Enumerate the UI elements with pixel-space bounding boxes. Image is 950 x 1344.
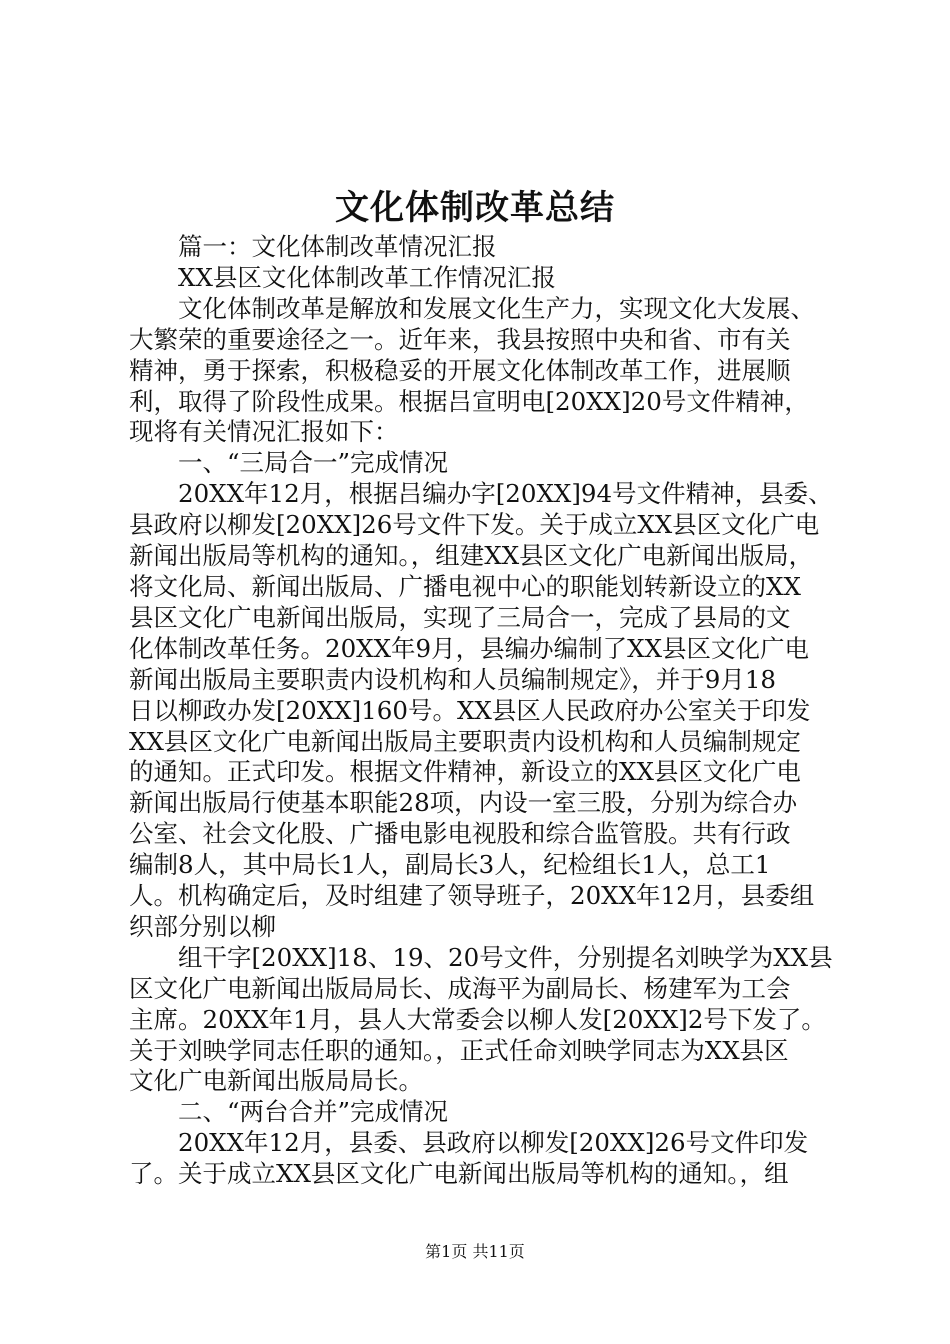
body-line: 区文化广电新闻出版局局长、成海平为副局长、杨建军为工会 xyxy=(129,973,791,1003)
body-line: 篇一：文化体制改革情况汇报 xyxy=(129,232,497,261)
body-line: 大繁荣的重要途径之一。近年来，我县按照中央和省、市有关 xyxy=(129,324,791,354)
body-line: 编制8人，其中局长1人，副局长3人，纪检组长1人，总工1 xyxy=(129,850,771,880)
body-line: 化体制改革任务。20XX年9月，县编办编制了XX县区文化广电 xyxy=(129,633,810,663)
body-line: 主席。20XX年1月，县人大常委会以柳人发[20XX]2号下发了。 xyxy=(129,1004,826,1034)
body-line: 日以柳政办发[20XX]160号。XX县区人民政府办公室关于印发 xyxy=(129,695,811,725)
document-body xyxy=(129,232,853,1190)
body-line: 将文化局、新闻出版局、广播电视中心的职能划转新设立的XX xyxy=(129,571,801,601)
page-footer: 第1页 共11页 xyxy=(425,1242,525,1261)
body-line: 利，取得了阶段性成果。根据吕宣明电[20XX]20号文件精神， xyxy=(129,386,809,416)
section-heading: 二、“两台合并”完成情况 xyxy=(129,1097,449,1127)
section-heading: 一、“三局合一”完成情况 xyxy=(129,448,449,478)
body-line: XX县区文化体制改革工作情况汇报 xyxy=(129,262,556,292)
body-line: 公室、社会文化股、广播电影电视股和综合监管股。共有行政 xyxy=(129,819,791,849)
body-line: XX县区文化广电新闻出版局主要职责内设机构和人员编制规定 xyxy=(129,726,801,756)
body-line: 文化体制改革是解放和发展文化生产力，实现文化大发展、 xyxy=(129,293,815,323)
body-line: 精神，勇于探索，积极稳妥的开展文化体制改革工作，进展顺 xyxy=(129,355,791,385)
body-line: 的通知。正式印发。根据文件精神，新设立的XX县区文化广电 xyxy=(129,757,801,787)
body-line: 文化广电新闻出版局局长。 xyxy=(129,1066,423,1096)
document-title: 文化体制改革总结 xyxy=(335,188,615,228)
body-line: 新闻出版局主要职责内设机构和人员编制规定》，并于9月18 xyxy=(129,664,777,694)
body-line: 组干字[20XX]18、19、20号文件，分别提名刘映学为XX县 xyxy=(129,942,833,972)
body-line: 县政府以柳发[20XX]26号文件下发。关于成立XX县区文化广电 xyxy=(129,510,820,540)
body-line: 关于刘映学同志任职的通知。，正式任命刘映学同志为XX县区 xyxy=(129,1035,789,1065)
body-line: 了。关于成立XX县区文化广电新闻出版局等机构的通知。，组 xyxy=(129,1159,789,1189)
body-line: 县区文化广电新闻出版局，实现了三局合一，完成了县局的文 xyxy=(129,602,791,632)
body-line: 现将有关情况汇报如下： xyxy=(129,417,399,447)
body-line: 新闻出版局等机构的通知。，组建XX县区文化广电新闻出版局， xyxy=(129,541,814,571)
body-line: 织部分别以柳 xyxy=(129,911,276,941)
body-line: 20XX年12月，根据吕编办字[20XX]94号文件精神，县委、 xyxy=(129,479,833,509)
body-line: 新闻出版局行使基本职能28项，内设一室三股，分别为综合办 xyxy=(129,788,798,818)
body-line: 20XX年12月，县委、县政府以柳发[20XX]26号文件印发 xyxy=(129,1128,809,1158)
body-line: 人。机构确定后，及时组建了领导班子，20XX年12月，县委组 xyxy=(129,881,815,911)
